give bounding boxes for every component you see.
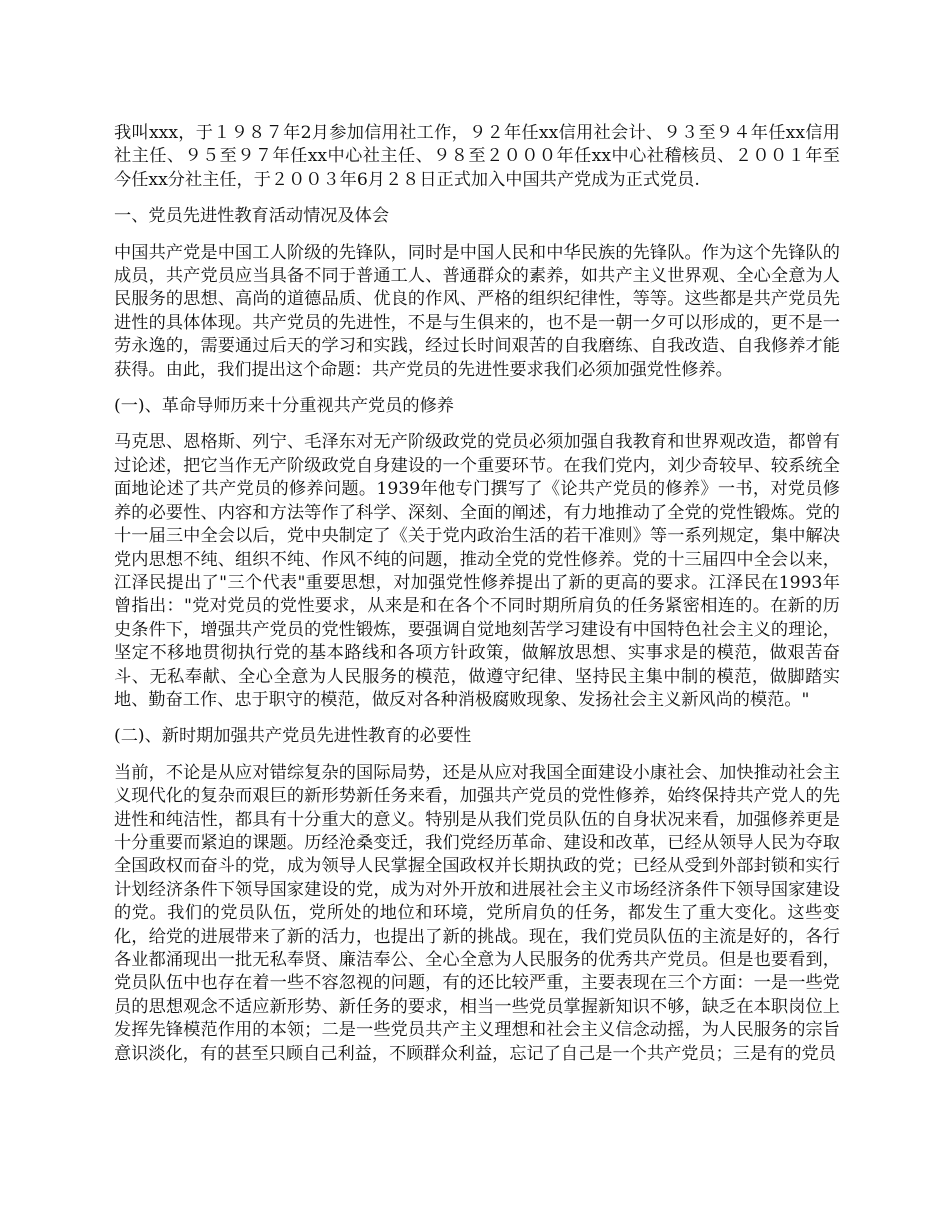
intro-paragraph: 我叫xxx，于１９８７年2月参加信用社工作，９２年任xx信用社会计、９３至９４年任xx信用社主任、９５至９７年任xx中心社主任、９８至２０００年任xx中心社稽核员、２００１年至今任xx分社主任，于２００３年6月２８日正式加入中国共产党成为正式党员. xyxy=(114,123,840,190)
subsection-heading-1: (一)、革命导师历来十分重视共产党员的修养 xyxy=(114,396,454,417)
subsection-heading-2: (二)、新时期加强共产党员先进性教育的必要性 xyxy=(114,726,472,747)
section-heading-1: 一、党员先进性教育活动情况及体会 xyxy=(114,206,390,227)
body-paragraph: 当前，不论是从应对错综复杂的国际局势，还是从应对我国全面建设小康社会、加快推动社会主义现代化的复杂而艰巨的新形势新任务来看，加强共产党员的党性修养，始终保持共产党人的先进性和纯洁性，都具有十分重大的意义。特别是从我们党员队伍的自身状况来看，加强修养更是十分重要而紧迫的课题。历经沧桑变迁，我们党经历革命、建设和改革，已经从领导人民为夺取全国政权而奋斗的党，成为领导人民掌握全国政权并长期执政的党；已经从受到外部封锁和实行计划经济条件下领导国家建设的党，成为对外开放和进展社会主义市场经济条件下领导国家建设的党。我们的党员队伍，党所处的地位和环境，党所肩负的任务，都发生了重大变化。这些变化，给党的进展带来了新的活力，也提出了新的挑战。现在，我们党员队伍的主流是好的，各行各业都涌现出一批无私奉贤、廉洁奉公、全心全意为人民服务的优秀共产党员。但是也要看到，党员队伍中也存在着一些不容忽视的问题，有的还比较严重，主要表现在三个方面：一是一些党员的思想观念不适应新形势、新任务的要求，相当一些党员掌握新知识不够，缺乏在本职岗位上发挥先锋模范作用的本领；二是一些党员共产主义理想和社会主义信念动摇，为人民服务的宗旨意识淡化，有的甚至只顾自己利益，不顾群众利益，忘记了自己是一个共产党员；三是有的党员 xyxy=(114,762,840,1064)
body-paragraph: 马克思、恩格斯、列宁、毛泽东对无产阶级政党的党员必须加强自我教育和世界观改造，都曾有过论述，把它当作无产阶级政党自身建设的一个重要环节。在我们党内，刘少奇较早、较系统全面地论述了共产党员的修养问题。1939年他专门撰写了《论共产党员的修养》一书，对党员修养的必要性、内容和方法等作了科学、深刻、全面的阐述，有力地推动了全党的党性锻炼。党的十一届三中全会以后，党中央制定了《关于党内政治生活的若干准则》等一系列规定，集中解决党内思想不纯、组织不纯、作风不纯的问题，推动全党的党性修养。党的十三届四中全会以来，江泽民提出了"三个代表"重要思想，对加强党性修养提出了新的更高的要求。江泽民在1993年曾指出："党对党员的党性要求，从来是和在各个不同时期所肩负的任务紧密相连的。在新的历史条件下，增强共产党员的党性锻炼，要强调自觉地刻苦学习建设有中国特色社会主义的理论，坚定不移地贯彻执行党的基本路线和各项方针政策，做解放思想、实事求是的模范，做艰苦奋斗、无私奉献、全心全意为人民服务的模范，做遵守纪律、坚持民主集中制的模范，做脚踏实地、勤奋工作、忠于职守的模范，做反对各种消极腐败现象、发扬社会主义新风尚的模范。" xyxy=(114,432,840,710)
body-paragraph: 中国共产党是中国工人阶级的先锋队，同时是中国人民和中华民族的先锋队。作为这个先锋队的成员，共产党员应当具备不同于普通工人、普通群众的素养，如共产主义世界观、全心全意为人民服务的思想、高尚的道德品质、优良的作风、严格的组织纪律性，等等。这些都是共产党员先进性的具体体现。共产党员的先进性，不是与生俱来的，也不是一朝一夕可以形成的，更不是一劳永逸的，需要通过后天的学习和实践，经过长时间艰苦的自我磨练、自我改造、自我修养才能获得。由此，我们提出这个命题：共产党员的先进性要求我们必须加强党性修养。 xyxy=(114,242,840,380)
document-body xyxy=(114,122,840,1079)
